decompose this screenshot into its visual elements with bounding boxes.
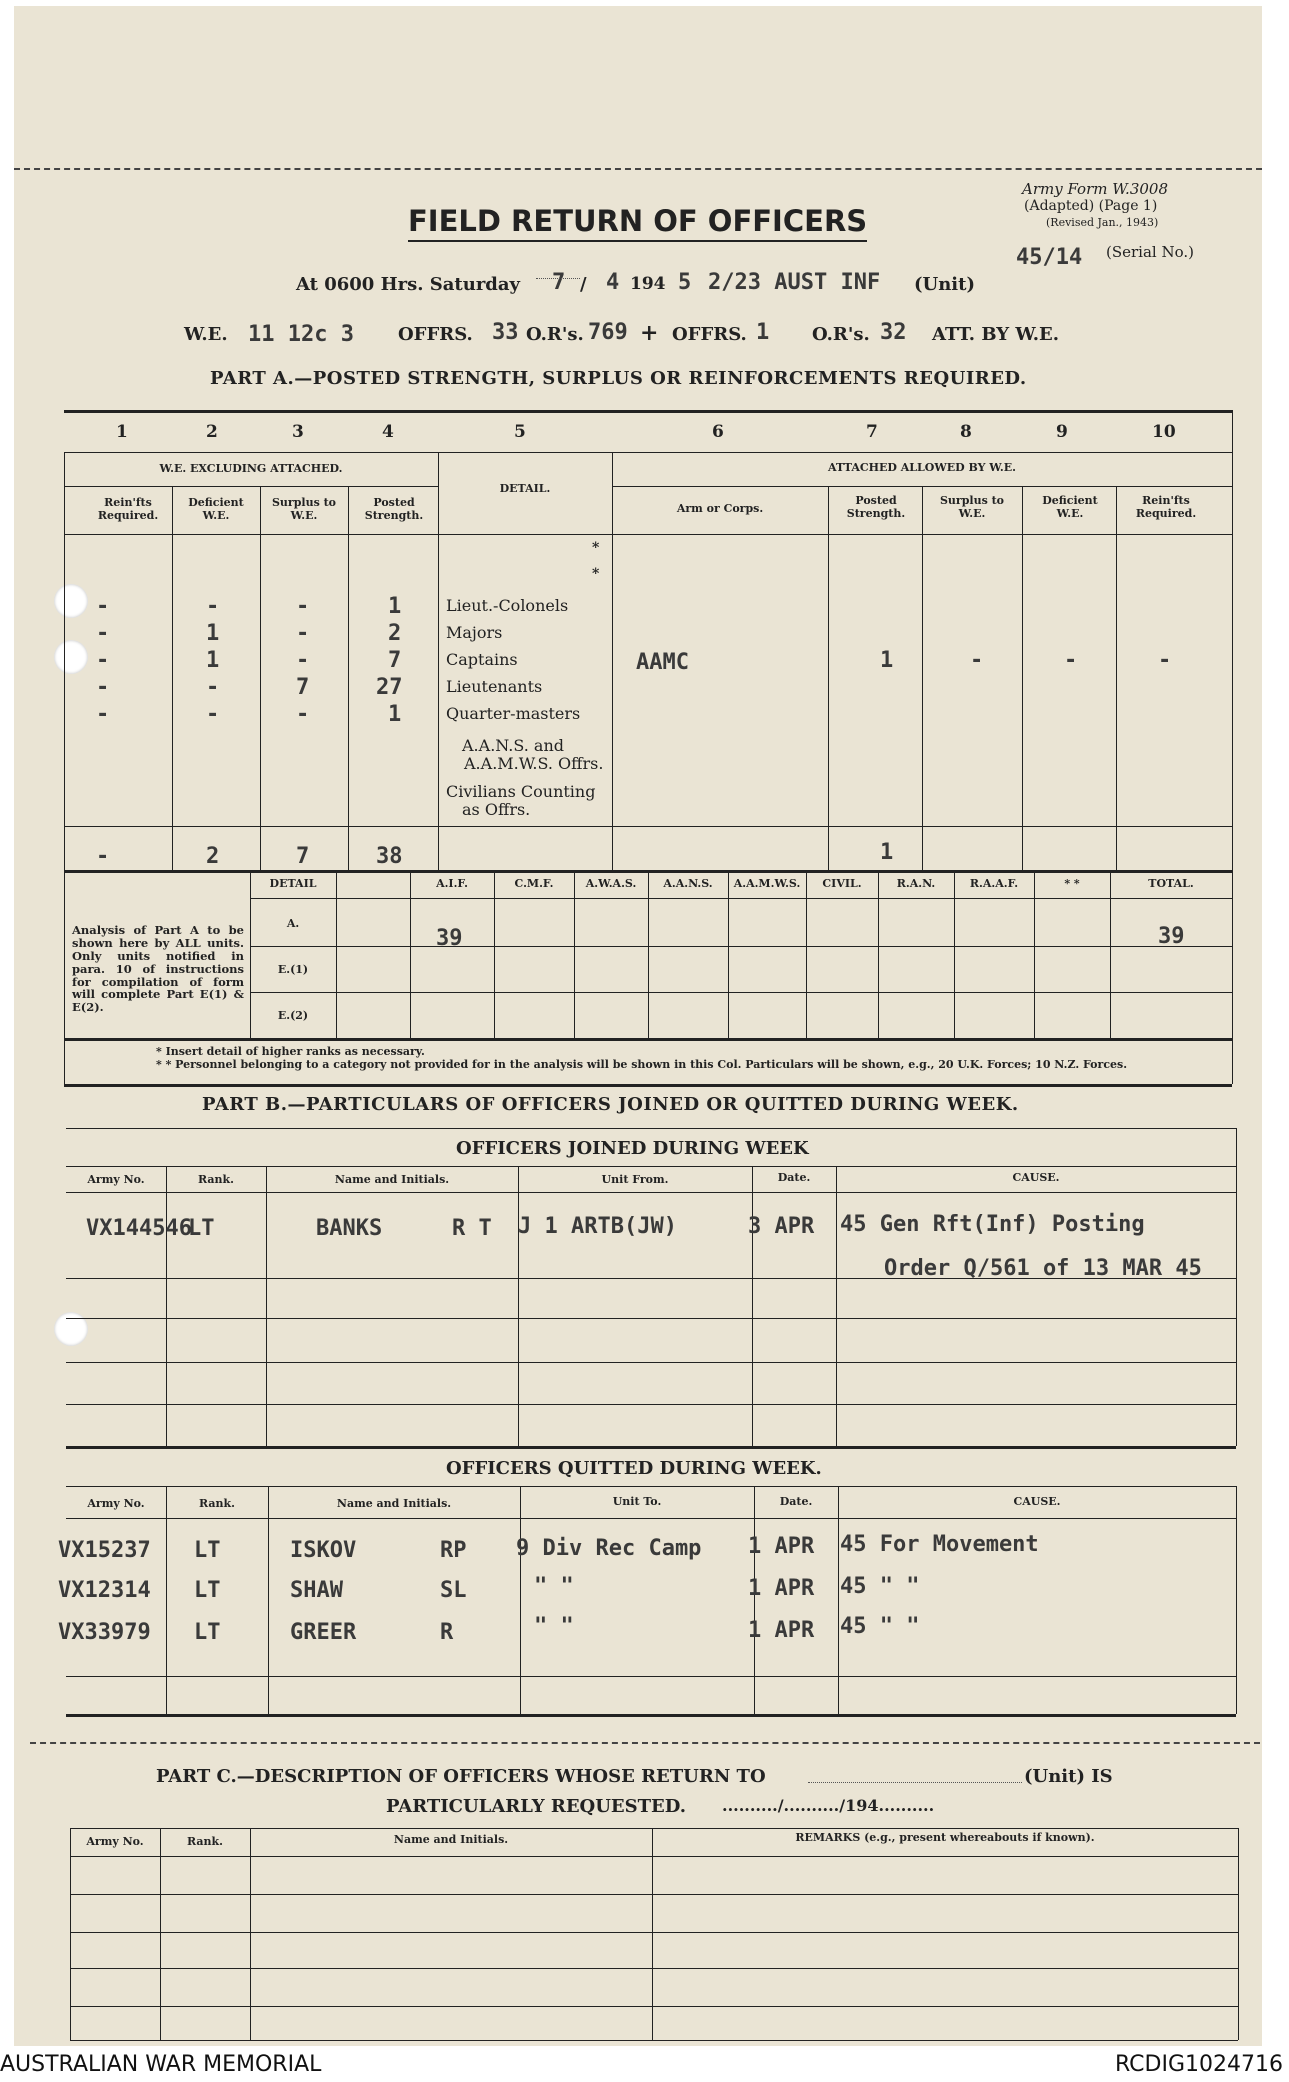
joined-army-no: VX144546 xyxy=(86,1216,192,1241)
analysis-header: R.A.A.F. xyxy=(969,877,1019,890)
detail-row-label: Quarter-masters xyxy=(446,704,581,723)
quitted-header: Unit To. xyxy=(612,1495,662,1508)
unit-dots xyxy=(808,1782,1022,1783)
col-num: 7 xyxy=(866,422,878,442)
quitted-rank: LT xyxy=(194,1578,221,1603)
detail-row-label: A.A.N.S. and xyxy=(462,736,564,755)
perforation-line xyxy=(30,1742,1260,1744)
unit-label: (Unit) xyxy=(914,274,975,295)
joined-header: CAUSE. xyxy=(1012,1171,1060,1184)
total-c3: 7 xyxy=(296,844,310,869)
footnote: * * Personnel belonging to a category not provided for in the analysis will be shown in this Col. Particulars will be shown, e.g., 20 U.K. Forces; 10 N.Z. Forces. xyxy=(156,1058,1128,1071)
we-value: 11 12c 3 xyxy=(248,322,354,347)
cell-value: 1 xyxy=(388,594,402,619)
army-form-label: Army Form W.3008 xyxy=(1022,180,1168,198)
cell-value: 1 xyxy=(206,621,220,646)
cell-value: - xyxy=(296,648,310,673)
offrs2-label: OFFRS. xyxy=(672,324,747,345)
analysis-row-label: E.(1) xyxy=(277,963,309,976)
quitted-unit: " " xyxy=(534,1614,574,1639)
adapted-label: (Adapted) (Page 1) xyxy=(1024,198,1158,214)
joined-header: Rank. xyxy=(198,1173,234,1186)
asterisk: * xyxy=(592,566,600,582)
col-num: 4 xyxy=(382,422,394,442)
analysis-note: Analysis of Part A to be shown here by ALL units. Only units notified in para. 10 of instructions for compilation of form will complete Part E(1) & E(2). xyxy=(72,923,244,1015)
cell-value: - xyxy=(96,648,110,673)
part-c-header: Army No. xyxy=(86,1835,144,1848)
punch-hole xyxy=(54,584,88,618)
part-c-title: PART C.—DESCRIPTION OF OFFICERS WHOSE RETURN TO xyxy=(156,1766,766,1787)
ors-label: O.R's. xyxy=(526,324,584,345)
analysis-header: DETAIL xyxy=(269,877,317,890)
attached-arm: AAMC xyxy=(636,650,689,675)
plus-sign: + xyxy=(640,320,659,346)
group-left-header: W.E. EXCLUDING ATTACHED. xyxy=(159,462,343,475)
quitted-unit: " " xyxy=(534,1574,574,1599)
attached-reinfts: - xyxy=(1158,648,1172,673)
cell-value: 7 xyxy=(388,648,402,673)
cell-value: - xyxy=(96,621,110,646)
analysis-header: TOTAL. xyxy=(1148,877,1194,890)
at-month: 4 xyxy=(606,270,620,295)
quitted-name: ISKOV xyxy=(290,1538,357,1563)
quitted-header: Army No. xyxy=(87,1497,145,1510)
part-c-title-unit: (Unit) IS xyxy=(1024,1766,1113,1787)
quitted-date: 1 APR xyxy=(748,1618,815,1643)
attached-surplus: - xyxy=(970,648,984,673)
joined-title: OFFICERS JOINED DURING WEEK xyxy=(456,1138,809,1159)
surplus-r-header: Surplus to W.E. xyxy=(939,494,1005,520)
col-num: 10 xyxy=(1152,422,1176,442)
cell-value: 1 xyxy=(388,702,402,727)
joined-cause-cont: Order Q/561 of 13 MAR 45 xyxy=(884,1256,1202,1281)
quitted-army-no: VX15237 xyxy=(58,1538,151,1563)
quitted-initials: RP xyxy=(440,1538,467,1563)
arm-header: Arm or Corps. xyxy=(676,502,764,515)
joined-header: Unit From. xyxy=(601,1173,669,1186)
col-num: 3 xyxy=(292,422,304,442)
quitted-army-no: VX33979 xyxy=(58,1620,151,1645)
offrs2-value: 1 xyxy=(756,320,770,345)
cell-value: - xyxy=(296,702,310,727)
quitted-rank: LT xyxy=(194,1620,221,1645)
reinfts-r-header: Rein'fts Required. xyxy=(1135,494,1197,520)
offrs-label: OFFRS. xyxy=(398,324,473,345)
cell-value: 1 xyxy=(206,648,220,673)
col-num: 9 xyxy=(1056,422,1068,442)
cell-value: 2 xyxy=(388,621,402,646)
at-day: 7 xyxy=(552,270,566,295)
cell-value: - xyxy=(296,621,310,646)
cell-value: - xyxy=(96,594,110,619)
quitted-name: SHAW xyxy=(290,1578,343,1603)
joined-unit: J 1 ARTB(JW) xyxy=(518,1214,677,1239)
serial-label: (Serial No.) xyxy=(1106,243,1194,261)
col-num: 2 xyxy=(206,422,218,442)
cell-value: 7 xyxy=(296,675,310,700)
divider xyxy=(66,1128,1236,1129)
detail-row-label: Lieut.-Colonels xyxy=(446,596,569,615)
analysis-header: C.M.F. xyxy=(514,877,554,890)
quitted-name: GREER xyxy=(290,1620,357,1645)
ors2-label: O.R's. xyxy=(812,324,870,345)
analysis-header: A.W.A.S. xyxy=(585,877,637,890)
quitted-initials: R xyxy=(440,1620,454,1645)
quitted-initials: SL xyxy=(440,1578,467,1603)
analysis-header: A.A.N.S. xyxy=(663,877,713,890)
analysis-header: CIVIL. xyxy=(822,877,862,890)
at-line-prefix: At 0600 Hrs. Saturday xyxy=(296,274,521,295)
quitted-date: 1 APR xyxy=(748,1576,815,1601)
part-c-title-2: PARTICULARLY REQUESTED. xyxy=(386,1796,686,1817)
total-c7: 1 xyxy=(880,840,894,865)
footnote: * Insert detail of higher ranks as necessary. xyxy=(156,1045,425,1058)
detail-row-label: Majors xyxy=(446,623,503,642)
quitted-header: CAUSE. xyxy=(1013,1495,1061,1508)
joined-header: Date. xyxy=(777,1171,811,1184)
quitted-header: Name and Initials. xyxy=(336,1497,452,1510)
part-b-title: PART B.—PARTICULARS OF OFFICERS JOINED OR QUITTED DURING WEEK. xyxy=(202,1094,1019,1115)
detail-row-label: Lieutenants xyxy=(446,677,543,696)
joined-initials: R T xyxy=(452,1216,492,1241)
analysis-header: R.A.N. xyxy=(896,877,936,890)
analysis-row-label: A. xyxy=(286,917,300,930)
at-year-prefix: 194 xyxy=(630,274,666,294)
analysis-header: * * xyxy=(1064,877,1080,890)
col-num: 6 xyxy=(712,422,724,442)
quitted-date: 1 APR xyxy=(748,1534,815,1559)
unit-name: 2/23 AUST INF xyxy=(708,270,881,295)
quitted-rank: LT xyxy=(194,1538,221,1563)
att-label: ATT. BY W.E. xyxy=(932,324,1060,345)
group-right-header: ATTACHED ALLOWED BY W.E. xyxy=(828,461,1016,474)
analysis-header: A.A.M.W.S. xyxy=(733,877,801,890)
part-c-header: Rank. xyxy=(187,1835,223,1848)
total-value: 39 xyxy=(1158,924,1185,949)
part-c-header: Name and Initials. xyxy=(393,1833,509,1846)
col-num: 8 xyxy=(960,422,972,442)
quitted-army-no: VX12314 xyxy=(58,1578,151,1603)
posted-r-header: Posted Strength. xyxy=(846,494,906,520)
part-c-date: ........../........../194.......... xyxy=(722,1796,935,1815)
page-title: FIELD RETURN OF OFFICERS xyxy=(408,204,867,242)
cell-value: 27 xyxy=(376,675,403,700)
cell-value: - xyxy=(206,675,220,700)
cell-value: - xyxy=(96,675,110,700)
deficient-r-header: Deficient W.E. xyxy=(1042,494,1098,520)
joined-cause: 45 Gen Rft(Inf) Posting xyxy=(840,1212,1145,1237)
detail-header: DETAIL. xyxy=(499,482,551,495)
quitted-header: Rank. xyxy=(199,1497,235,1510)
detail-row-label: A.A.M.W.S. Offrs. xyxy=(464,754,604,773)
total-c1: - xyxy=(96,844,110,869)
aif-value: 39 xyxy=(436,926,463,951)
footer-right: RCDIG1024716 xyxy=(1114,2052,1283,2077)
quitted-cause: 45 For Movement xyxy=(840,1532,1039,1557)
perforation-line xyxy=(14,168,1262,170)
posted-header: Posted Strength. xyxy=(364,496,424,522)
joined-name: BANKS xyxy=(316,1216,383,1241)
deficient-header: Deficient W.E. xyxy=(188,496,244,522)
reinfts-header: Rein'fts Required. xyxy=(97,496,159,522)
punch-hole xyxy=(54,640,88,674)
asterisk: * xyxy=(592,540,600,556)
analysis-row-label: E.(2) xyxy=(277,1009,309,1022)
detail-row-label: Civilians Counting xyxy=(446,782,596,801)
detail-row-label: Captains xyxy=(446,650,518,669)
cell-value: - xyxy=(96,702,110,727)
at-dots xyxy=(536,278,580,279)
surplus-header: Surplus to W.E. xyxy=(271,496,337,522)
ors2-value: 32 xyxy=(880,320,907,345)
total-c4: 38 xyxy=(376,844,403,869)
ors-value: 769 xyxy=(588,320,628,345)
part-c-header: REMARKS (e.g., present whereabouts if known). xyxy=(795,1831,1095,1844)
total-c2: 2 xyxy=(206,844,220,869)
joined-header: Army No. xyxy=(87,1173,145,1186)
we-label: W.E. xyxy=(184,324,228,345)
revised-label: (Revised Jan., 1943) xyxy=(1046,216,1159,229)
joined-date: 3 APR xyxy=(748,1214,815,1239)
quitted-unit: 9 Div Rec Camp xyxy=(516,1536,702,1561)
serial-number: 45/14 xyxy=(1016,245,1083,270)
col-num: 5 xyxy=(514,422,526,442)
joined-header: Name and Initials. xyxy=(334,1173,450,1186)
cell-value: - xyxy=(296,594,310,619)
form-sheet xyxy=(14,6,1262,2046)
quitted-title: OFFICERS QUITTED DURING WEEK. xyxy=(446,1458,822,1479)
col-num: 1 xyxy=(116,422,128,442)
attached-deficient: - xyxy=(1064,648,1078,673)
detail-row-label: as Offrs. xyxy=(462,800,531,819)
attached-posted: 1 xyxy=(880,648,894,673)
quitted-header: Date. xyxy=(779,1495,813,1508)
quitted-cause: 45 " " xyxy=(840,1574,920,1599)
at-year-suffix: 5 xyxy=(678,270,692,295)
cell-value: - xyxy=(206,702,220,727)
cell-value: - xyxy=(206,594,220,619)
joined-rank: LT xyxy=(188,1216,215,1241)
quitted-cause: 45 " " xyxy=(840,1614,920,1639)
offrs-value: 33 xyxy=(492,320,519,345)
analysis-header: A.I.F. xyxy=(436,877,468,890)
part-a-title: PART A.—POSTED STRENGTH, SURPLUS OR REINFORCEMENTS REQUIRED. xyxy=(210,368,1027,389)
footer-left: AUSTRALIAN WAR MEMORIAL xyxy=(0,2052,322,2077)
